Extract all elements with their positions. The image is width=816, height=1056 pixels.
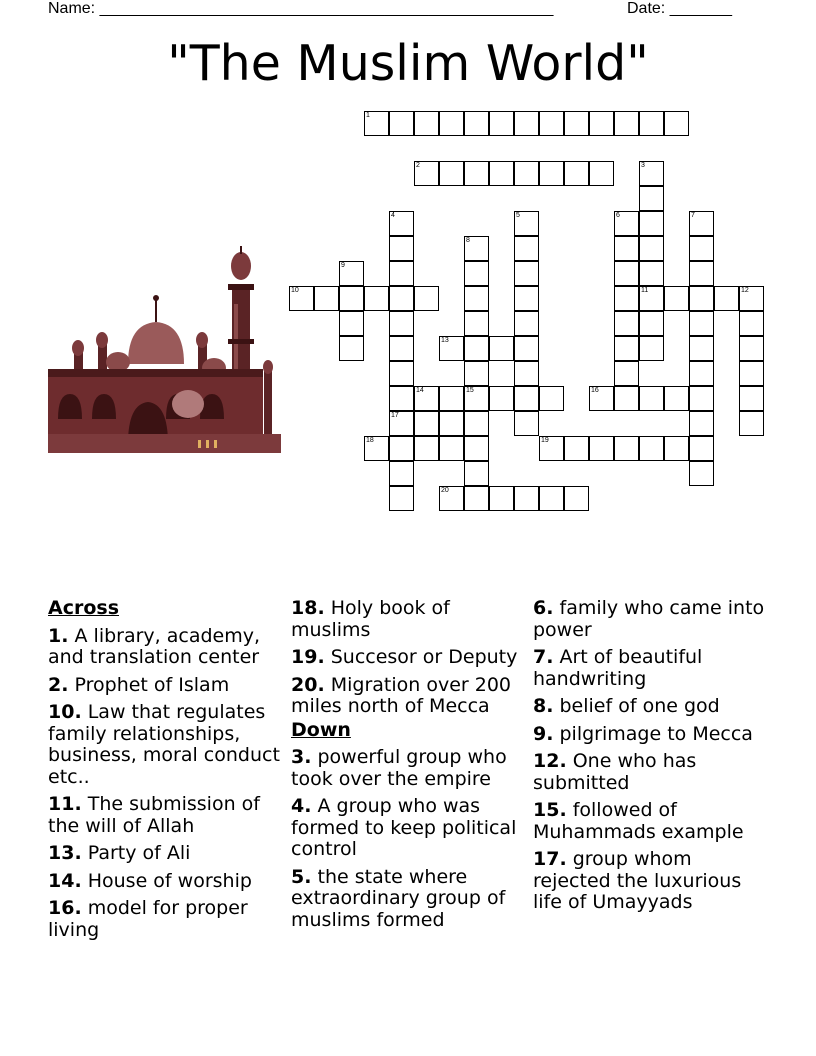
crossword-cell[interactable] <box>439 336 464 361</box>
crossword-cell[interactable] <box>689 386 714 411</box>
clues-column-1 <box>48 598 288 947</box>
crossword-cell[interactable] <box>714 286 739 311</box>
crossword-cell[interactable] <box>364 436 389 461</box>
crossword-cell[interactable] <box>339 336 364 361</box>
crossword-cell[interactable] <box>389 236 414 261</box>
crossword-cell[interactable] <box>739 286 764 311</box>
clue-item <box>48 794 288 837</box>
crossword-cell[interactable] <box>739 336 764 361</box>
crossword-cell[interactable] <box>364 286 389 311</box>
crossword-cell[interactable] <box>514 336 539 361</box>
crossword-cell[interactable] <box>514 261 539 286</box>
name-field-label: Name: ___________________________________________________ <box>48 0 554 17</box>
clue-number: 11 <box>641 287 649 294</box>
crossword-cell[interactable] <box>389 111 414 136</box>
crossword-cell[interactable] <box>389 261 414 286</box>
crossword-cell[interactable] <box>589 111 614 136</box>
clue-item-number: 12. <box>533 750 567 772</box>
crossword-cell[interactable] <box>289 286 314 311</box>
crossword-cell[interactable] <box>614 286 639 311</box>
clue-item <box>533 724 773 746</box>
crossword-cell[interactable] <box>389 461 414 486</box>
crossword-cell[interactable] <box>739 361 764 386</box>
clue-number: 7 <box>691 212 695 219</box>
clue-number: 1 <box>366 112 370 119</box>
crossword-cell[interactable] <box>639 236 664 261</box>
clue-item-number: 8. <box>533 695 554 717</box>
across-clue-list <box>48 626 288 942</box>
clue-item <box>291 675 531 718</box>
clue-item-number: 7. <box>533 646 554 668</box>
crossword-cell[interactable] <box>639 111 664 136</box>
crossword-cell[interactable] <box>439 411 464 436</box>
crossword-cell[interactable] <box>339 311 364 336</box>
crossword-cell[interactable] <box>464 361 489 386</box>
clue-item-text: Succesor or Deputy <box>330 646 518 668</box>
crossword-cell[interactable] <box>439 386 464 411</box>
crossword-cell[interactable] <box>664 111 689 136</box>
clue-number: 18 <box>366 437 374 444</box>
clue-number: 16 <box>591 387 599 394</box>
crossword-cell[interactable] <box>614 311 639 336</box>
crossword-cell[interactable] <box>514 386 539 411</box>
crossword-cell[interactable] <box>739 386 764 411</box>
crossword-cell[interactable] <box>539 111 564 136</box>
crossword-cell[interactable] <box>464 161 489 186</box>
crossword-cell[interactable] <box>639 186 664 211</box>
crossword-cell[interactable] <box>489 386 514 411</box>
crossword-cell[interactable] <box>389 486 414 511</box>
clue-item-text: the state where extraordinary group of muslims formed <box>291 865 506 931</box>
clue-item <box>291 647 531 669</box>
crossword-cell[interactable] <box>614 386 639 411</box>
clue-number: 20 <box>441 487 449 494</box>
clue-item-number: 13. <box>48 842 82 864</box>
crossword-cell[interactable] <box>514 161 539 186</box>
clue-item-text: Migration over 200 miles north of Mecca <box>291 673 512 717</box>
crossword-cell[interactable] <box>664 286 689 311</box>
crossword-cell[interactable] <box>439 161 464 186</box>
crossword-cell[interactable] <box>564 436 589 461</box>
clue-item-number: 15. <box>533 799 567 821</box>
crossword-cell[interactable] <box>614 336 639 361</box>
clue-item-text: Art of beautiful handwriting <box>533 646 703 690</box>
crossword-cell[interactable] <box>314 286 339 311</box>
clue-number: 15 <box>466 387 474 394</box>
crossword-cell[interactable] <box>389 411 414 436</box>
crossword-cell[interactable] <box>389 361 414 386</box>
down-clue-list <box>291 747 531 931</box>
crossword-cell[interactable] <box>689 361 714 386</box>
clue-item <box>533 849 773 914</box>
crossword-cell[interactable] <box>614 436 639 461</box>
mosque-illustration <box>48 244 281 453</box>
clue-item-text: belief of one god <box>559 695 720 717</box>
clue-item <box>533 800 773 843</box>
crossword-cell[interactable] <box>464 461 489 486</box>
clue-number: 6 <box>616 212 620 219</box>
crossword-cell[interactable] <box>514 361 539 386</box>
crossword-cell[interactable] <box>539 161 564 186</box>
crossword-cell[interactable] <box>414 111 439 136</box>
crossword-cell[interactable] <box>614 361 639 386</box>
clue-item-number: 16. <box>48 897 82 919</box>
crossword-cell[interactable] <box>389 386 414 411</box>
crossword-cell[interactable] <box>414 286 439 311</box>
clue-item <box>48 626 288 669</box>
crossword-cell[interactable] <box>539 386 564 411</box>
clue-number: 8 <box>466 237 470 244</box>
clue-item-number: 6. <box>533 597 554 619</box>
clue-item-text: A library, academy, and translation center <box>48 624 261 668</box>
across-heading: Across <box>48 597 120 619</box>
crossword-cell[interactable] <box>689 211 714 236</box>
crossword-cell[interactable] <box>614 211 639 236</box>
clue-item-text: The submission of the will of Allah <box>48 793 260 837</box>
crossword-cell[interactable] <box>364 111 389 136</box>
crossword-cell[interactable] <box>514 311 539 336</box>
clue-number: 10 <box>291 287 299 294</box>
crossword-cell[interactable] <box>689 286 714 311</box>
crossword-cell[interactable] <box>564 111 589 136</box>
crossword-cell[interactable] <box>389 336 414 361</box>
clue-item <box>291 747 531 790</box>
crossword-cell[interactable] <box>739 411 764 436</box>
crossword-cell[interactable] <box>614 111 639 136</box>
crossword-cell[interactable] <box>639 261 664 286</box>
clues-column-2 <box>291 598 531 937</box>
crossword-cell[interactable] <box>689 236 714 261</box>
crossword-cell[interactable] <box>489 336 514 361</box>
clue-item <box>291 598 531 641</box>
crossword-cell[interactable] <box>464 311 489 336</box>
across-clue-list-continued <box>291 598 531 718</box>
clue-item-text: Party of Ali <box>87 842 191 864</box>
crossword-cell[interactable] <box>389 436 414 461</box>
clue-number: 9 <box>341 262 345 269</box>
crossword-cell[interactable] <box>564 486 589 511</box>
clue-item-text: model for proper living <box>48 897 248 941</box>
crossword-cell[interactable] <box>389 211 414 236</box>
crossword-cell[interactable] <box>639 336 664 361</box>
crossword-cell[interactable] <box>414 411 439 436</box>
crossword-cell[interactable] <box>339 286 364 311</box>
crossword-cell[interactable] <box>464 286 489 311</box>
clue-item-number: 19. <box>291 646 325 668</box>
clue-number: 13 <box>441 337 449 344</box>
crossword-cell[interactable] <box>439 111 464 136</box>
crossword-cell[interactable] <box>639 311 664 336</box>
clue-item-text: House of worship <box>87 869 252 892</box>
clue-item <box>533 751 773 794</box>
crossword-cell[interactable] <box>639 386 664 411</box>
crossword-cell[interactable] <box>389 286 414 311</box>
crossword-cell[interactable] <box>739 311 764 336</box>
crossword-cell[interactable] <box>489 111 514 136</box>
clue-item <box>533 696 773 718</box>
down-heading: Down <box>291 718 351 741</box>
crossword-cell[interactable] <box>514 286 539 311</box>
clue-item-number: 4. <box>291 795 312 817</box>
crossword-cell[interactable] <box>639 161 664 186</box>
clue-item-text: Law that regulates family relationships, business, moral conduct etc.. <box>48 701 280 788</box>
clue-item-number: 1. <box>48 624 69 647</box>
clue-item <box>533 598 773 641</box>
crossword-cell[interactable] <box>439 486 464 511</box>
clue-item <box>48 675 288 697</box>
crossword-cell[interactable] <box>689 336 714 361</box>
crossword-cell[interactable] <box>414 386 439 411</box>
clue-item-text: Holy book of muslims <box>291 597 450 641</box>
crossword-cell[interactable] <box>389 311 414 336</box>
clue-item-number: 20. <box>291 673 325 696</box>
clue-item-number: 2. <box>48 673 69 696</box>
clue-item <box>48 898 288 941</box>
clue-item <box>48 871 288 893</box>
crossword-cell[interactable] <box>514 211 539 236</box>
crossword-cell[interactable] <box>539 486 564 511</box>
crossword-cell[interactable] <box>464 486 489 511</box>
crossword-cell[interactable] <box>689 261 714 286</box>
crossword-cell[interactable] <box>464 386 489 411</box>
clue-item-number: 11. <box>48 793 82 815</box>
page-title: "The Muslim World" <box>167 35 649 92</box>
clue-item-number: 17. <box>533 848 567 870</box>
clue-number: 12 <box>741 287 749 294</box>
crossword-cell[interactable] <box>514 111 539 136</box>
clue-number: 4 <box>391 212 395 219</box>
clue-number: 19 <box>541 437 549 444</box>
crossword-cell[interactable] <box>464 111 489 136</box>
clue-item-text: Prophet of Islam <box>74 673 230 696</box>
clue-item-text: One who has submitted <box>533 750 697 794</box>
crossword-cell[interactable] <box>464 261 489 286</box>
clue-item <box>48 843 288 865</box>
clue-item-number: 18. <box>291 597 325 619</box>
clue-item-text: pilgrimage to Mecca <box>559 722 753 745</box>
crossword-cell[interactable] <box>564 161 589 186</box>
crossword-cell[interactable] <box>464 436 489 461</box>
clue-item <box>291 867 531 932</box>
clue-item-text: group whom rejected the luxurious life of Umayyads <box>533 848 742 913</box>
crossword-cell[interactable] <box>414 161 439 186</box>
crossword-cell[interactable] <box>464 236 489 261</box>
crossword-cell[interactable] <box>589 386 614 411</box>
crossword-cell[interactable] <box>464 336 489 361</box>
clue-number: 2 <box>416 162 420 169</box>
clue-item <box>533 647 773 690</box>
crossword-cell[interactable] <box>514 236 539 261</box>
crossword-cell[interactable] <box>689 461 714 486</box>
clue-number: 17 <box>391 412 399 419</box>
crossword-cell[interactable] <box>639 211 664 236</box>
clue-item-text: powerful group who took over the empire <box>291 746 507 790</box>
crossword-cell[interactable] <box>589 161 614 186</box>
clue-item-number: 3. <box>291 746 312 768</box>
crossword-cell[interactable] <box>614 261 639 286</box>
crossword-cell[interactable] <box>689 311 714 336</box>
clue-item-number: 9. <box>533 722 554 745</box>
date-field-label: Date: _______ <box>627 0 732 17</box>
crossword-cell[interactable] <box>639 436 664 461</box>
clue-item-text: followed of Muhammads example <box>533 799 744 843</box>
crossword-cell[interactable] <box>639 286 664 311</box>
crossword-cell[interactable] <box>664 386 689 411</box>
crossword-cell[interactable] <box>589 436 614 461</box>
clue-number: 3 <box>641 162 645 169</box>
crossword-cell[interactable] <box>414 436 439 461</box>
crossword-cell[interactable] <box>664 436 689 461</box>
crossword-cell[interactable] <box>539 436 564 461</box>
down-clue-list-continued <box>533 598 773 914</box>
clue-item <box>291 796 531 861</box>
crossword-cell[interactable] <box>514 411 539 436</box>
clue-number: 5 <box>516 212 520 219</box>
clue-number: 14 <box>416 387 424 394</box>
clues-column-3 <box>533 598 773 920</box>
clue-item-text: A group who was formed to keep political control <box>291 795 517 860</box>
crossword-cell[interactable] <box>439 436 464 461</box>
crossword-cell[interactable] <box>489 161 514 186</box>
clue-item <box>48 702 288 788</box>
crossword-cell[interactable] <box>614 236 639 261</box>
crossword-cell[interactable] <box>464 411 489 436</box>
crossword-cell[interactable] <box>514 486 539 511</box>
clue-item-number: 5. <box>291 865 312 888</box>
crossword-cell[interactable] <box>689 411 714 436</box>
crossword-cell[interactable] <box>489 486 514 511</box>
clue-item-number: 14. <box>48 869 82 892</box>
clue-item-number: 10. <box>48 701 82 723</box>
clue-item-text: family who came into power <box>533 597 765 641</box>
crossword-cell[interactable] <box>339 261 364 286</box>
crossword-cell[interactable] <box>689 436 714 461</box>
